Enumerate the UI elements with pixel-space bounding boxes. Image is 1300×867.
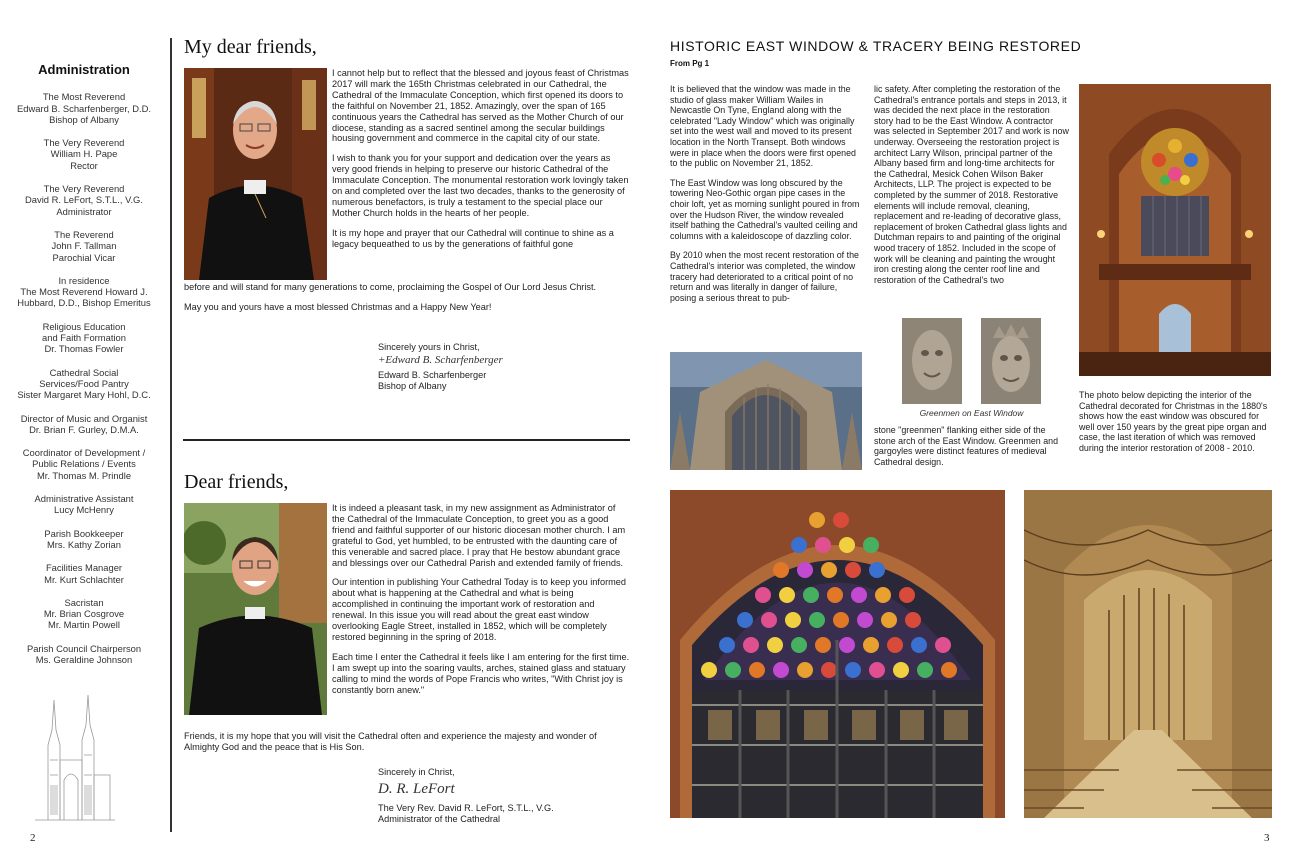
stained-glass-pane	[833, 512, 849, 528]
staff-entry	[8, 275, 160, 309]
article-column-2	[874, 84, 1069, 294]
staff-entry	[8, 562, 160, 585]
cathedral-interior-photo	[1079, 84, 1271, 376]
staff-entry	[8, 493, 160, 516]
stained-glass-pane	[845, 562, 861, 578]
staff-entry	[8, 367, 160, 401]
staff-entry-line: The Reverend	[54, 228, 114, 240]
letter1-signoff	[378, 342, 618, 392]
staff-entry-line: Parish Council Chairperson	[26, 642, 142, 654]
stained-glass-pane	[725, 662, 741, 678]
staff-entry-line: The Very Reverend	[43, 183, 125, 195]
east-window-stained-glass-photo	[670, 490, 1005, 818]
letter2-full-text	[184, 731, 630, 762]
stained-glass-pane	[905, 612, 921, 628]
stained-glass-pane	[857, 612, 873, 628]
stained-glass-pane	[809, 512, 825, 528]
staff-entry-line: Lucy McHenry	[54, 504, 114, 516]
stained-glass-pane	[827, 587, 843, 603]
staff-entry-line: Mr. Thomas M. Prindle	[36, 469, 132, 481]
letter1-closing: Sincerely yours in Christ,	[378, 342, 480, 352]
letter2-paragraph: Our intention in publishing Your Cathedral Today is to keep you informed about what is happening at the Cathedral and what is being accomplished in continuing the important work of restoration and renewal. In this issue you will read about the great east window overlooking Eagle Street, installed in 1852, which will be completely restored beginning in the spring of 2018.	[332, 577, 627, 642]
historic-photo-caption-text	[1079, 390, 1271, 463]
staff-entry-line: Coordinator of Development /	[22, 447, 146, 459]
stained-glass-pane	[797, 562, 813, 578]
stained-glass-pane	[851, 587, 867, 603]
letter2-signoff	[378, 767, 618, 825]
staff-entry-line: Sacristan	[64, 596, 104, 608]
greenman-left-photo	[902, 318, 962, 404]
stained-glass-pane	[845, 662, 861, 678]
stained-glass-pane	[761, 612, 777, 628]
staff-entry-line: Edward B. Scharfenberger, D.D.	[17, 102, 151, 114]
stained-glass-pane	[737, 612, 753, 628]
page-number-right: 3	[1264, 832, 1270, 844]
letter1-paragraph: I cannot help but to reflect that the blessed and joyous feast of Christmas 2017 will mark the 165th Christmas celebrated in our Cathedral, the Cathedral of the Immaculate Conception, which first opened its doors to the faithful on November 21, 1852. Amazingly, over the span of 165 continuous years the Cathedral has served as the Mother Church of our diocese, standing as a sacred sentinel among the secular buildings housing government and commerce in the capital city of our state.	[332, 68, 629, 144]
letter2-signature: D. R. LeFort	[378, 780, 455, 797]
stained-glass-pane	[833, 612, 849, 628]
stained-glass-pane	[797, 662, 813, 678]
stained-glass-pane	[839, 537, 855, 553]
letter1-signer-role: Bishop of Albany	[378, 380, 447, 391]
letter2-title: Dear friends,	[184, 471, 289, 493]
article-paragraph: lic safety. After completing the restoration of the Cathedral's entrance portals and steps in 2013, it was decided the next place in the restoration story had to be the East Window. A contractor was selected in September 2017 and work is now underway. Overseeing the restoration project is architect Larry Wilson, principal partner of the Albany based firm and long-time architects for the Cathedral, Mesick Cohen Wilson Baker Architects, LLP. The project is expected to be completed by the summer of 2018. Restorative elements will include removal, cleaning, replacement and re-leading of decorative glass, replacement of broken Cathedral glass lights and Dutchman repairs to and painting of the original wood tracery of 1852. Included in the scope of work will be cleaning and painting the wrought iron cresting along the center roof line and restoration of the Cathedral's two	[874, 84, 1069, 285]
staff-entry-line: Ms. Geraldine Johnson	[35, 653, 133, 665]
staff-entry	[8, 183, 160, 217]
staff-entry-line: Hubbard, D.D., Bishop Emeritus	[17, 297, 151, 309]
stained-glass-pane	[869, 562, 885, 578]
stained-glass-pane	[863, 537, 879, 553]
letter2-signer-name: The Very Rev. David R. LeFort, S.T.L., V.G.	[378, 802, 554, 813]
sidebar-title: Administration	[38, 62, 130, 77]
letter1-signature: +Edward B. Scharfenberger	[378, 353, 503, 366]
continued-from: From Pg 1	[670, 59, 710, 68]
staff-entry-line: John F. Tallman	[51, 240, 117, 252]
staff-entry-line: Director of Music and Organist	[20, 412, 148, 424]
letter1-title: My dear friends,	[184, 36, 317, 58]
stained-glass-pane	[803, 587, 819, 603]
stained-glass-pane	[899, 587, 915, 603]
stained-glass-pane	[773, 562, 789, 578]
stained-glass-pane	[887, 637, 903, 653]
stained-glass-pane	[815, 637, 831, 653]
stained-glass-pane	[881, 612, 897, 628]
stained-glass-pane	[917, 662, 933, 678]
staff-entry	[8, 229, 160, 263]
staff-entry-line: and Faith Formation	[42, 332, 126, 344]
stained-glass-pane	[875, 587, 891, 603]
stained-glass-pane	[785, 612, 801, 628]
stained-glass-pane	[821, 562, 837, 578]
staff-entry	[8, 597, 160, 631]
staff-entry-line: Sister Margaret Mary Hohl, D.C.	[17, 389, 151, 401]
staff-entry-line: In residence	[58, 274, 110, 286]
letter1-paragraph: It is my hope and prayer that our Cathedral will continue to shine as a legacy bequeathed to us by the generations of faithful gone	[332, 227, 614, 249]
article-paragraph: The photo below depicting the interior of the Cathedral decorated for Christmas in the 1880's shows how the east window was obscured for well over 150 years by the great pipe organ and case, the last iteration of which was removed during the interior restoration of 2008 - 2010.	[1079, 390, 1268, 453]
stained-glass-pane	[941, 662, 957, 678]
column-divider	[170, 38, 172, 832]
letter1-paragraph: I wish to thank you for your support and dedication over the years as very good friends in helping to preserve our historic Cathedral of the Immaculate Conception. The monumental restoration work lovingly taken on and completed over the last two decades, thanks to the generosity of numerous benefactors, is truly a testament to the special place our Mother Church holds in the hearts of her people.	[332, 153, 629, 218]
article-paragraph: It is believed that the window was made in the studio of glass maker William Wailes in Newcastle On Tyne, England along with the celebrated "Lady Window" which was originally set into the west wall and moved to its present location in the North Transept. Both windows were in place when the doors were first opened to the public on November 21, 1852.	[670, 84, 856, 169]
staff-entry	[8, 321, 160, 355]
stained-glass-pane	[809, 612, 825, 628]
staff-entry-line: Services/Food Pantry	[39, 377, 129, 389]
sidebar-list	[8, 91, 160, 665]
staff-entry-line: William H. Pape	[50, 148, 118, 160]
letter1-paragraph: before and will stand for many generations to come, proclaiming the Gospel of Our Lord Jesus Christ.	[184, 282, 597, 292]
letter1-signer-name: Edward B. Scharfenberger	[378, 369, 487, 380]
letter2-paragraph: It is indeed a pleasant task, in my new assignment as Administrator of the Cathedral of the Immaculate Conception, to greet you as a good friend and faithful supporter of our historic diocesan mother church. I am grateful to God, yet humbled, to be entrusted with the daunting care of this venerable and sacred place. I pray that He bestow abundant grace and blessings over our Cathedral Parish and extended family of friends.	[332, 503, 626, 568]
staff-entry-line: Dr. Thomas Fowler	[44, 343, 124, 355]
staff-entry	[8, 137, 160, 171]
article-title: HISTORIC EAST WINDOW & TRACERY BEING RESTORED	[670, 38, 1082, 54]
letter1-full-text	[184, 282, 630, 322]
stained-glass-pane	[791, 537, 807, 553]
bishop-portrait-photo	[184, 68, 327, 280]
stained-glass-pane	[791, 637, 807, 653]
article-column-2-continued	[874, 425, 1069, 476]
staff-entry-line: Mr. Kurt Schlachter	[44, 573, 124, 585]
stained-glass-pane	[911, 637, 927, 653]
stained-glass-pane	[935, 637, 951, 653]
stained-glass-pane	[839, 637, 855, 653]
staff-entry	[8, 643, 160, 666]
stained-glass-pane	[743, 637, 759, 653]
east-window-exterior-photo	[670, 352, 862, 470]
stained-glass-pane	[755, 587, 771, 603]
staff-entry-line: Administrative Assistant	[34, 493, 134, 505]
article-column-1	[670, 84, 862, 312]
greenmen-caption: Greenmen on East Window	[919, 408, 1024, 418]
stained-glass-pane	[767, 637, 783, 653]
staff-entry-line: Mr. Martin Powell	[48, 619, 120, 631]
greenman-right-photo	[981, 318, 1041, 404]
staff-entry-line: David R. LeFort, S.T.L., V.G.	[25, 194, 143, 206]
stained-glass-pane	[701, 662, 717, 678]
staff-entry-line: Mrs. Kathy Zorian	[47, 538, 121, 550]
staff-entry	[8, 413, 160, 436]
staff-entry	[8, 447, 160, 481]
letter2-paragraph: Each time I enter the Cathedral it feels like I am entering for the first time. I am swept up into the soaring vaults, arches, stained glass and statuary calling to mind the words of Pope Francis who writes, "With Christ joy is constantly born anew."	[332, 651, 630, 695]
administrator-portrait-photo	[184, 503, 327, 715]
page-number-left: 2	[30, 832, 36, 844]
stained-glass-pane	[779, 587, 795, 603]
staff-entry-line: Rector	[70, 159, 98, 171]
staff-entry-line: Dr. Brian F. Gurley, D.M.A.	[29, 423, 139, 435]
letter2-wrap-text	[332, 503, 630, 705]
stained-glass-pane	[893, 662, 909, 678]
cathedral-sketch-image	[30, 690, 120, 825]
staff-entry-line: Mr. Brian Cosgrove	[43, 608, 125, 620]
stained-glass-pane	[869, 662, 885, 678]
staff-entry-line: Parochial Vicar	[52, 251, 116, 263]
staff-entry-line: Religious Education	[42, 320, 126, 332]
article-paragraph: The East Window was long obscured by the towering Neo-Gothic organ pipe cases in the choir loft, yet as morning sunlight poured in from over the Hudson River, the window revealed itself bathing the Cathedral's vaulted ceiling and columns with a kaleidoscope of dazzling color.	[670, 177, 860, 241]
staff-entry-line: Parish Bookkeeper	[44, 527, 124, 539]
staff-entry-line: Public Relations / Events	[32, 458, 136, 470]
historic-interior-christmas-photo	[1024, 490, 1272, 818]
staff-entry	[8, 528, 160, 551]
letter2-paragraph: Friends, it is my hope that you will visit the Cathedral often and experience the majesty and wonder of Almighty God and the peace that is His Son.	[184, 731, 597, 752]
stained-glass-pane	[815, 537, 831, 553]
staff-entry	[8, 91, 160, 125]
article-paragraph: stone "greenmen" flanking either side of the stone arch of the East Window. Greenmen and gargoyles were distinct features of medieval Cathedral design.	[874, 425, 1059, 467]
stained-glass-pane	[749, 662, 765, 678]
letter1-wrap-text	[332, 68, 630, 259]
letter2-closing: Sincerely in Christ,	[378, 767, 455, 777]
staff-entry-line: The Very Reverend	[43, 137, 125, 149]
staff-entry-line: Bishop of Albany	[49, 113, 119, 125]
stained-glass-pane	[719, 637, 735, 653]
staff-entry-line: Administrator	[56, 205, 112, 217]
staff-entry-line: Facilities Manager	[45, 562, 123, 574]
staff-entry-line: The Most Reverend Howard J.	[20, 286, 148, 298]
stained-glass-pane	[773, 662, 789, 678]
stained-glass-pane	[863, 637, 879, 653]
staff-entry-line: The Most Reverend	[42, 91, 126, 103]
article-paragraph: By 2010 when the most recent restoration of the Cathedral's interior was completed, the window tracery had deteriorated to a critical point of no return and was literally in danger of failure, posing a serious threat to pub-	[670, 250, 859, 303]
administration-sidebar	[8, 64, 160, 677]
letter-separator	[183, 439, 630, 441]
letter2-signer-role: Administrator of the Cathedral	[378, 813, 501, 824]
staff-entry-line: Cathedral Social	[49, 366, 119, 378]
stained-glass-pane	[821, 662, 837, 678]
letter1-paragraph: May you and yours have a most blessed Christmas and a Happy New Year!	[184, 301, 492, 312]
